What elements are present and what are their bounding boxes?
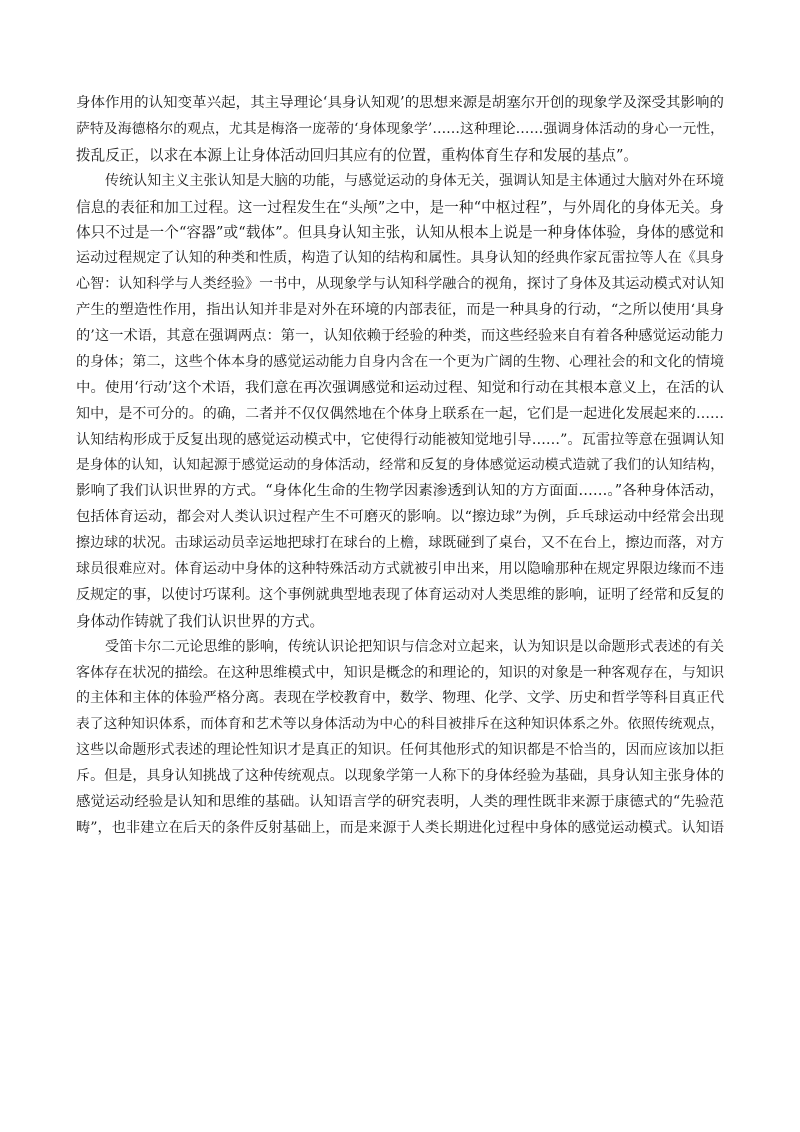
text-line: 包括体育运动，都会对人类认识过程产生不可磨灭的影响。以“擦边球”为例，乒乓球运动中经常会出现 bbox=[76, 509, 724, 526]
text-line: 感觉运动经验是认知和思维的基础。认知语言学的研究表明，人类的理性既非来源于康德式的“先验范 bbox=[76, 794, 724, 811]
text-line: 传统认知主义主张认知是大脑的功能，与感觉运动的身体无关，强调认知是主体通过大脑对外在环境 bbox=[105, 172, 724, 189]
text-line: 中。使用‘行动’这个术语，我们意在再次强调感觉和运动过程、知觉和行动在其根本意义上，在活的认 bbox=[76, 379, 724, 396]
text-line: 表了这种知识体系，而体育和艺术等以身体活动为中心的科目被排斥在这种知识体系之外。依照传统观点， bbox=[76, 716, 724, 733]
text-line: 畴”，也非建立在后天的条件反射基础上，而是来源于人类长期进化过程中身体的感觉运动模式。认知语 bbox=[76, 819, 724, 836]
text-line: 的身体；第二，这些个体本身的感觉运动能力自身内含在一个更为广阔的生物、心理社会的和文化的情境 bbox=[76, 353, 724, 370]
text-line: 拨乱反正，以求在本源上让身体活动回归其应有的位置，重构体育生存和发展的基点”。 bbox=[76, 146, 639, 164]
text-line: 斥。但是，具身认知挑战了这种传统观点。以现象学第一人称下的身体经验为基础，具身认知主张身体的 bbox=[76, 768, 724, 785]
text-line: 球员很难应对。体育运动中身体的这种特殊活动方式就被引申出来，用以隐喻那种在规定界限边缘而不违 bbox=[76, 561, 724, 578]
text-line: 这些以命题形式表述的理论性知识才是真正的知识。任何其他形式的知识都是不恰当的，因而应该加以拒 bbox=[76, 742, 724, 759]
text-line: 影响了我们认识世界的方式。“身体化生命的生物学因素渗透到认知的方方面面……。”各种身体活动， bbox=[76, 483, 724, 500]
paragraph bbox=[76, 169, 724, 635]
text-line: 受笛卡尔二元论思维的影响，传统认识论把知识与信念对立起来，认为知识是以命题形式表述的有关 bbox=[105, 638, 724, 655]
paragraph bbox=[76, 91, 724, 169]
text-line: 身体动作铸就了我们认识世界的方式。 bbox=[76, 612, 325, 630]
article-body bbox=[76, 91, 724, 842]
text-line: 知中，是不可分的。的确，二者并不仅仅偶然地在个体身上联系在一起，它们是一起进化发展起来的…… bbox=[76, 405, 724, 422]
text-line: 心智：认知科学与人类经验》一书中，从现象学与认知科学融合的视角，探讨了身体及其运动模式对认知 bbox=[76, 276, 724, 293]
text-line: 擦边球的状况。击球运动员幸运地把球打在球台的上檐，球既碰到了桌台，又不在台上，擦边而落，对方 bbox=[76, 535, 724, 552]
text-line: 产生的塑造性作用，指出认知并非是对外在环境的内部表征，而是一种具身的行动，“之所以使用‘具身 bbox=[76, 302, 724, 319]
text-line: 认知结构形成于反复出现的感觉运动模式中，它使得行动能被知觉地引导……”。瓦雷拉等意在强调认知 bbox=[76, 431, 724, 448]
paragraph bbox=[76, 635, 724, 842]
text-line: 萨特及海德格尔的观点，尤其是梅洛一庞蒂的‘身体现象学’……这种理论……强调身体活动的身心一元性， bbox=[76, 120, 724, 137]
text-line: 的主体和主体的体验严格分离。表现在学校教育中，数学、物理、化学、文学、历史和哲学等科目真正代 bbox=[76, 690, 724, 707]
text-line: 运动过程规定了认知的种类和性质，构造了认知的结构和属性。具身认知的经典作家瓦雷拉等人在《具身 bbox=[76, 250, 724, 267]
text-line: 客体存在状况的描绘。在这种思维模式中，知识是概念的和理论的，知识的对象是一种客观存在，与知识 bbox=[76, 664, 724, 681]
text-line: 是身体的认知，认知起源于感觉运动的身体活动，经常和反复的身体感觉运动模式造就了我们的认知结构， bbox=[76, 457, 724, 474]
text-line: 的’这一术语，其意在强调两点：第一，认知依赖于经验的种类，而这些经验来自有着各种感觉运动能力 bbox=[76, 328, 724, 345]
text-line: 信息的表征和加工过程。这一过程发生在“头颅”之中，是一种“中枢过程”，与外周化的身体无关。身 bbox=[76, 198, 724, 216]
text-line: 反规定的事，以使讨巧谋利。这个事例就典型地表现了体育运动对人类思维的影响，证明了经常和反复的 bbox=[76, 586, 724, 603]
text-line: 体只不过是一个“容器”或“载体”。但具身认知主张，认知从根本上说是一种身体体验，身体的感觉和 bbox=[76, 224, 724, 242]
text-line: 身体作用的认知变革兴起，其主导理论‘具身认知观’的思想来源是胡塞尔开创的现象学及深受其影响的 bbox=[76, 95, 724, 111]
